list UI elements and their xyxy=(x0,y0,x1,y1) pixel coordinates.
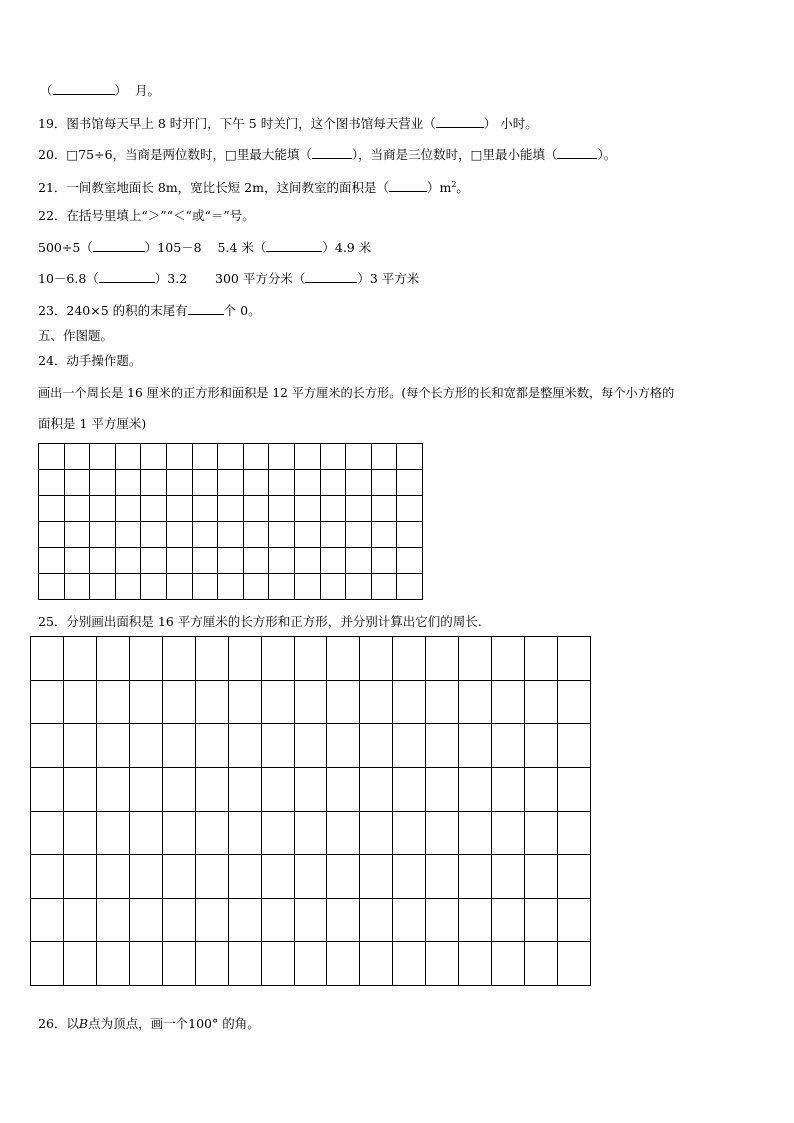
answer-blank[interactable] xyxy=(557,146,597,159)
grid-cell[interactable] xyxy=(31,767,64,811)
grid-cell[interactable] xyxy=(360,767,393,811)
grid-cell[interactable] xyxy=(129,767,162,811)
grid-cell[interactable] xyxy=(129,898,162,942)
grid-cell[interactable] xyxy=(320,522,346,548)
grid-cell[interactable] xyxy=(294,444,320,470)
grid-cell[interactable] xyxy=(192,470,218,496)
grid-cell[interactable] xyxy=(63,637,96,681)
grid-cell[interactable] xyxy=(96,724,129,768)
grid-cell[interactable] xyxy=(166,574,192,600)
answer-blank[interactable] xyxy=(389,179,427,192)
grid-cell[interactable] xyxy=(360,811,393,855)
grid-cell[interactable] xyxy=(327,811,360,855)
question-24-instruction-2: 面积是 1 平方厘米) xyxy=(38,416,147,431)
grid-cell[interactable] xyxy=(90,522,116,548)
grid-cell[interactable] xyxy=(558,942,591,986)
grid-cell[interactable] xyxy=(63,942,96,986)
grid-cell[interactable] xyxy=(228,767,261,811)
grid-cell[interactable] xyxy=(162,811,195,855)
grid-cell[interactable] xyxy=(218,470,244,496)
grid-cell[interactable] xyxy=(294,767,327,811)
grid-cell[interactable] xyxy=(525,637,558,681)
grid-cell[interactable] xyxy=(31,680,64,724)
grid-cell[interactable] xyxy=(115,470,141,496)
grid-cell[interactable] xyxy=(525,680,558,724)
grid-cell[interactable] xyxy=(129,724,162,768)
grid-row xyxy=(31,637,591,681)
grid-cell[interactable] xyxy=(218,548,244,574)
grid-cell[interactable] xyxy=(195,898,228,942)
grid-cell[interactable] xyxy=(96,680,129,724)
grid-cell[interactable] xyxy=(269,496,295,522)
answer-blank[interactable] xyxy=(312,146,352,159)
grid-cell[interactable] xyxy=(294,548,320,574)
grid-cell[interactable] xyxy=(525,724,558,768)
grid-cell[interactable] xyxy=(166,548,192,574)
grid-cell[interactable] xyxy=(346,444,372,470)
question-number: 20． xyxy=(38,147,67,162)
grid-cell[interactable] xyxy=(63,767,96,811)
grid-cell[interactable] xyxy=(162,942,195,986)
grid-row xyxy=(31,811,591,855)
grid-cell[interactable] xyxy=(261,855,294,899)
grid-cell[interactable] xyxy=(243,496,269,522)
grid-cell[interactable] xyxy=(320,574,346,600)
grid-cell[interactable] xyxy=(320,470,346,496)
grid-cell[interactable] xyxy=(360,942,393,986)
answer-blank[interactable] xyxy=(266,239,322,252)
grid-cell[interactable] xyxy=(96,767,129,811)
grid-cell[interactable] xyxy=(426,767,459,811)
grid-row xyxy=(39,522,423,548)
grid-cell[interactable] xyxy=(558,724,591,768)
answer-blank[interactable] xyxy=(99,270,155,283)
grid-cell[interactable] xyxy=(346,470,372,496)
grid-cell[interactable] xyxy=(63,898,96,942)
grid-cell[interactable] xyxy=(115,574,141,600)
grid-cell[interactable] xyxy=(346,574,372,600)
question-number: 22． xyxy=(38,208,67,223)
grid-cell[interactable] xyxy=(393,724,426,768)
grid-cell[interactable] xyxy=(360,724,393,768)
grid-cell[interactable] xyxy=(327,942,360,986)
grid-row xyxy=(31,942,591,986)
grid-cell[interactable] xyxy=(90,548,116,574)
question-19: 19．图书馆每天早上 8 时开门，下午 5 时关门，这个图书馆每天营业（ ） 小时。 xyxy=(38,116,538,131)
grid-cell[interactable] xyxy=(31,637,64,681)
grid-cell[interactable] xyxy=(218,496,244,522)
grid-cell[interactable] xyxy=(346,522,372,548)
grid-cell[interactable] xyxy=(371,496,397,522)
grid-cell[interactable] xyxy=(393,811,426,855)
grid-cell[interactable] xyxy=(397,496,423,522)
drawing-grid-25[interactable] xyxy=(30,636,591,986)
grid-cell[interactable] xyxy=(525,942,558,986)
grid-cell[interactable] xyxy=(228,898,261,942)
grid-cell[interactable] xyxy=(393,767,426,811)
grid-cell[interactable] xyxy=(459,811,492,855)
grid-cell[interactable] xyxy=(393,637,426,681)
grid-cell[interactable] xyxy=(294,724,327,768)
grid-cell[interactable] xyxy=(228,855,261,899)
drawing-grid-24[interactable] xyxy=(38,443,423,600)
answer-blank[interactable] xyxy=(93,239,145,252)
grid-cell[interactable] xyxy=(459,637,492,681)
grid-cell[interactable] xyxy=(218,522,244,548)
grid-cell[interactable] xyxy=(195,680,228,724)
grid-cell[interactable] xyxy=(294,637,327,681)
grid-cell[interactable] xyxy=(492,767,525,811)
grid-cell[interactable] xyxy=(327,637,360,681)
grid-cell[interactable] xyxy=(294,942,327,986)
grid-cell[interactable] xyxy=(129,637,162,681)
question-21: 21．一间教室地面长 8m，宽比长短 2m，这间教室的面积是（ ）$m^2$。 xyxy=(38,180,469,196)
grid-cell[interactable] xyxy=(243,444,269,470)
grid-cell[interactable] xyxy=(141,496,167,522)
grid-cell[interactable] xyxy=(294,574,320,600)
grid-cell[interactable] xyxy=(63,855,96,899)
grid-cell[interactable] xyxy=(558,855,591,899)
question-number: 26． xyxy=(38,1016,67,1031)
grid-cell[interactable] xyxy=(371,522,397,548)
grid-cell[interactable] xyxy=(63,724,96,768)
grid-cell[interactable] xyxy=(371,444,397,470)
grid-cell[interactable] xyxy=(492,724,525,768)
question-25: 25．分别画出面积是 16 平方厘米的长方形和正方形，并分别计算出它们的周长. xyxy=(38,614,482,629)
grid-cell[interactable] xyxy=(426,724,459,768)
grid-cell[interactable] xyxy=(228,680,261,724)
grid-cell[interactable] xyxy=(558,637,591,681)
grid-cell[interactable] xyxy=(397,444,423,470)
question-24-instruction-1: 画出一个周长是 16 厘米的正方形和面积是 12 平方厘米的长方形。(每个长方形的长和宽都是整厘米数，每个小方格的 xyxy=(38,386,675,400)
grid-cell[interactable] xyxy=(228,942,261,986)
grid-cell[interactable] xyxy=(261,767,294,811)
grid-row xyxy=(31,680,591,724)
grid-cell[interactable] xyxy=(371,574,397,600)
grid-cell[interactable] xyxy=(63,680,96,724)
grid-cell[interactable] xyxy=(294,680,327,724)
grid-cell[interactable] xyxy=(115,444,141,470)
grid-cell[interactable] xyxy=(261,680,294,724)
grid-cell[interactable] xyxy=(115,522,141,548)
grid-cell[interactable] xyxy=(371,548,397,574)
grid-cell[interactable] xyxy=(195,942,228,986)
answer-blank[interactable] xyxy=(53,82,115,95)
grid-cell[interactable] xyxy=(162,855,195,899)
question-number: 19． xyxy=(38,116,67,131)
grid-cell[interactable] xyxy=(320,496,346,522)
grid-cell[interactable] xyxy=(426,942,459,986)
question-number: 21． xyxy=(38,180,67,196)
grid-cell[interactable] xyxy=(243,548,269,574)
grid-cell[interactable] xyxy=(64,548,90,574)
grid-cell[interactable] xyxy=(269,548,295,574)
question-number: 24． xyxy=(38,353,67,368)
grid-cell[interactable] xyxy=(525,898,558,942)
answer-blank[interactable] xyxy=(188,302,224,315)
grid-cell[interactable] xyxy=(96,898,129,942)
grid-cell[interactable] xyxy=(129,680,162,724)
grid-cell[interactable] xyxy=(261,942,294,986)
grid-cell[interactable] xyxy=(558,811,591,855)
grid-cell[interactable] xyxy=(195,767,228,811)
grid-cell[interactable] xyxy=(320,444,346,470)
grid-cell[interactable] xyxy=(371,470,397,496)
grid-cell[interactable] xyxy=(393,942,426,986)
section-title: 五、作图题。 xyxy=(38,328,114,343)
grid-cell[interactable] xyxy=(31,855,64,899)
grid-cell[interactable] xyxy=(327,855,360,899)
grid-cell[interactable] xyxy=(39,522,65,548)
grid-cell[interactable] xyxy=(162,637,195,681)
grid-cell[interactable] xyxy=(141,470,167,496)
grid-cell[interactable] xyxy=(31,898,64,942)
grid-cell[interactable] xyxy=(141,522,167,548)
grid-cell[interactable] xyxy=(195,637,228,681)
grid-cell[interactable] xyxy=(243,470,269,496)
grid-cell[interactable] xyxy=(360,898,393,942)
grid-cell[interactable] xyxy=(327,898,360,942)
grid-cell[interactable] xyxy=(162,767,195,811)
grid-row xyxy=(39,548,423,574)
grid-cell[interactable] xyxy=(192,522,218,548)
grid-cell[interactable] xyxy=(39,444,65,470)
grid-cell[interactable] xyxy=(64,444,90,470)
grid-cell[interactable] xyxy=(129,942,162,986)
grid-cell[interactable] xyxy=(558,767,591,811)
grid-cell[interactable] xyxy=(192,444,218,470)
grid-row xyxy=(39,574,423,600)
question-number: 25． xyxy=(38,614,67,629)
grid-cell[interactable] xyxy=(397,574,423,600)
grid-cell[interactable] xyxy=(327,724,360,768)
grid-cell[interactable] xyxy=(327,680,360,724)
grid-cell[interactable] xyxy=(39,548,65,574)
grid-cell[interactable] xyxy=(320,548,346,574)
grid-cell[interactable] xyxy=(64,574,90,600)
grid-cell[interactable] xyxy=(218,574,244,600)
grid-cell[interactable] xyxy=(162,724,195,768)
grid-cell[interactable] xyxy=(166,470,192,496)
grid-cell[interactable] xyxy=(141,548,167,574)
grid-cell[interactable] xyxy=(39,574,65,600)
grid-cell[interactable] xyxy=(397,470,423,496)
grid-cell[interactable] xyxy=(90,470,116,496)
grid-cell[interactable] xyxy=(39,496,65,522)
grid-cell[interactable] xyxy=(90,444,116,470)
grid-cell[interactable] xyxy=(261,811,294,855)
answer-blank[interactable] xyxy=(436,115,484,128)
grid-cell[interactable] xyxy=(166,522,192,548)
grid-cell[interactable] xyxy=(31,811,64,855)
grid-cell[interactable] xyxy=(393,855,426,899)
grid-cell[interactable] xyxy=(492,855,525,899)
grid-cell[interactable] xyxy=(39,470,65,496)
question-22: 22．在括号里填上“＞”“＜”或“＝”号。 xyxy=(38,208,255,223)
grid-cell[interactable] xyxy=(31,942,64,986)
grid-cell[interactable] xyxy=(269,574,295,600)
question-24: 24．动手操作题。 xyxy=(38,353,142,368)
grid-cell[interactable] xyxy=(228,637,261,681)
grid-cell[interactable] xyxy=(228,724,261,768)
grid-cell[interactable] xyxy=(492,680,525,724)
grid-cell[interactable] xyxy=(90,574,116,600)
grid-cell[interactable] xyxy=(525,855,558,899)
question-22-row1: 500÷5（ ）105－8 5.4 米（ ）4.9 米 xyxy=(38,240,372,255)
grid-cell[interactable] xyxy=(243,574,269,600)
grid-cell[interactable] xyxy=(166,496,192,522)
grid-cell[interactable] xyxy=(426,637,459,681)
grid-cell[interactable] xyxy=(397,548,423,574)
grid-cell[interactable] xyxy=(192,574,218,600)
grid-cell[interactable] xyxy=(360,680,393,724)
grid-cell[interactable] xyxy=(294,811,327,855)
grid-cell[interactable] xyxy=(141,574,167,600)
grid-row xyxy=(39,470,423,496)
grid-cell[interactable] xyxy=(459,942,492,986)
grid-cell[interactable] xyxy=(492,811,525,855)
grid-cell[interactable] xyxy=(459,724,492,768)
grid-cell[interactable] xyxy=(64,470,90,496)
grid-cell[interactable] xyxy=(162,898,195,942)
grid-row xyxy=(31,898,591,942)
grid-cell[interactable] xyxy=(360,637,393,681)
grid-cell[interactable] xyxy=(346,496,372,522)
grid-cell[interactable] xyxy=(115,548,141,574)
grid-cell[interactable] xyxy=(426,680,459,724)
grid-cell[interactable] xyxy=(294,855,327,899)
grid-cell[interactable] xyxy=(459,855,492,899)
grid-row xyxy=(39,496,423,522)
grid-cell[interactable] xyxy=(261,724,294,768)
grid-cell[interactable] xyxy=(327,767,360,811)
grid-cell[interactable] xyxy=(397,522,423,548)
grid-cell[interactable] xyxy=(195,811,228,855)
question-20: 20．□75÷6，当商是两位数时，□里最大能填（ ），当商是三位数时，□里最小能填（ ）。 xyxy=(38,147,617,162)
grid-cell[interactable] xyxy=(90,496,116,522)
grid-cell[interactable] xyxy=(459,680,492,724)
grid-cell[interactable] xyxy=(269,444,295,470)
grid-cell[interactable] xyxy=(269,470,295,496)
grid-cell[interactable] xyxy=(459,767,492,811)
grid-cell[interactable] xyxy=(393,680,426,724)
grid-row xyxy=(31,855,591,899)
grid-cell[interactable] xyxy=(96,942,129,986)
grid-cell[interactable] xyxy=(243,522,269,548)
grid-cell[interactable] xyxy=(346,548,372,574)
grid-cell[interactable] xyxy=(64,522,90,548)
grid-cell[interactable] xyxy=(166,444,192,470)
grid-row xyxy=(31,767,591,811)
grid-cell[interactable] xyxy=(459,898,492,942)
grid-cell[interactable] xyxy=(64,496,90,522)
grid-row xyxy=(39,444,423,470)
grid-cell[interactable] xyxy=(269,522,295,548)
grid-cell[interactable] xyxy=(426,855,459,899)
grid-cell[interactable] xyxy=(294,522,320,548)
grid-cell[interactable] xyxy=(294,470,320,496)
grid-cell[interactable] xyxy=(162,680,195,724)
grid-cell[interactable] xyxy=(525,811,558,855)
grid-cell[interactable] xyxy=(426,898,459,942)
question-26: 26．以B点为顶点，画一个100° 的角。 xyxy=(38,1016,260,1031)
question-22-row2: 10－6.8（ ）3.2 300 平方分米（ ）3 平方米 xyxy=(38,271,420,286)
grid-cell[interactable] xyxy=(195,724,228,768)
grid-cell[interactable] xyxy=(228,811,261,855)
grid-cell[interactable] xyxy=(129,811,162,855)
grid-cell[interactable] xyxy=(115,496,141,522)
grid-row xyxy=(31,724,591,768)
grid-cell[interactable] xyxy=(525,767,558,811)
answer-blank[interactable] xyxy=(305,270,357,283)
grid-cell[interactable] xyxy=(393,898,426,942)
grid-cell[interactable] xyxy=(492,942,525,986)
grid-cell[interactable] xyxy=(141,444,167,470)
grid-cell[interactable] xyxy=(294,496,320,522)
grid-cell[interactable] xyxy=(492,637,525,681)
grid-cell[interactable] xyxy=(192,496,218,522)
question-23: 23．240×5 的积的末尾有 个 0。 xyxy=(38,303,261,318)
grid-cell[interactable] xyxy=(558,680,591,724)
grid-cell[interactable] xyxy=(360,855,393,899)
grid-cell[interactable] xyxy=(426,811,459,855)
grid-cell[interactable] xyxy=(96,637,129,681)
grid-cell[interactable] xyxy=(96,855,129,899)
grid-cell[interactable] xyxy=(294,898,327,942)
grid-cell[interactable] xyxy=(261,898,294,942)
grid-cell[interactable] xyxy=(492,898,525,942)
grid-cell[interactable] xyxy=(129,855,162,899)
grid-cell[interactable] xyxy=(192,548,218,574)
q18-line: （ ） 月。 xyxy=(40,83,160,98)
grid-cell[interactable] xyxy=(195,855,228,899)
grid-cell[interactable] xyxy=(31,724,64,768)
question-number: 23． xyxy=(38,303,67,318)
grid-cell[interactable] xyxy=(63,811,96,855)
grid-cell[interactable] xyxy=(218,444,244,470)
grid-cell[interactable] xyxy=(558,898,591,942)
grid-cell[interactable] xyxy=(96,811,129,855)
grid-cell[interactable] xyxy=(261,637,294,681)
